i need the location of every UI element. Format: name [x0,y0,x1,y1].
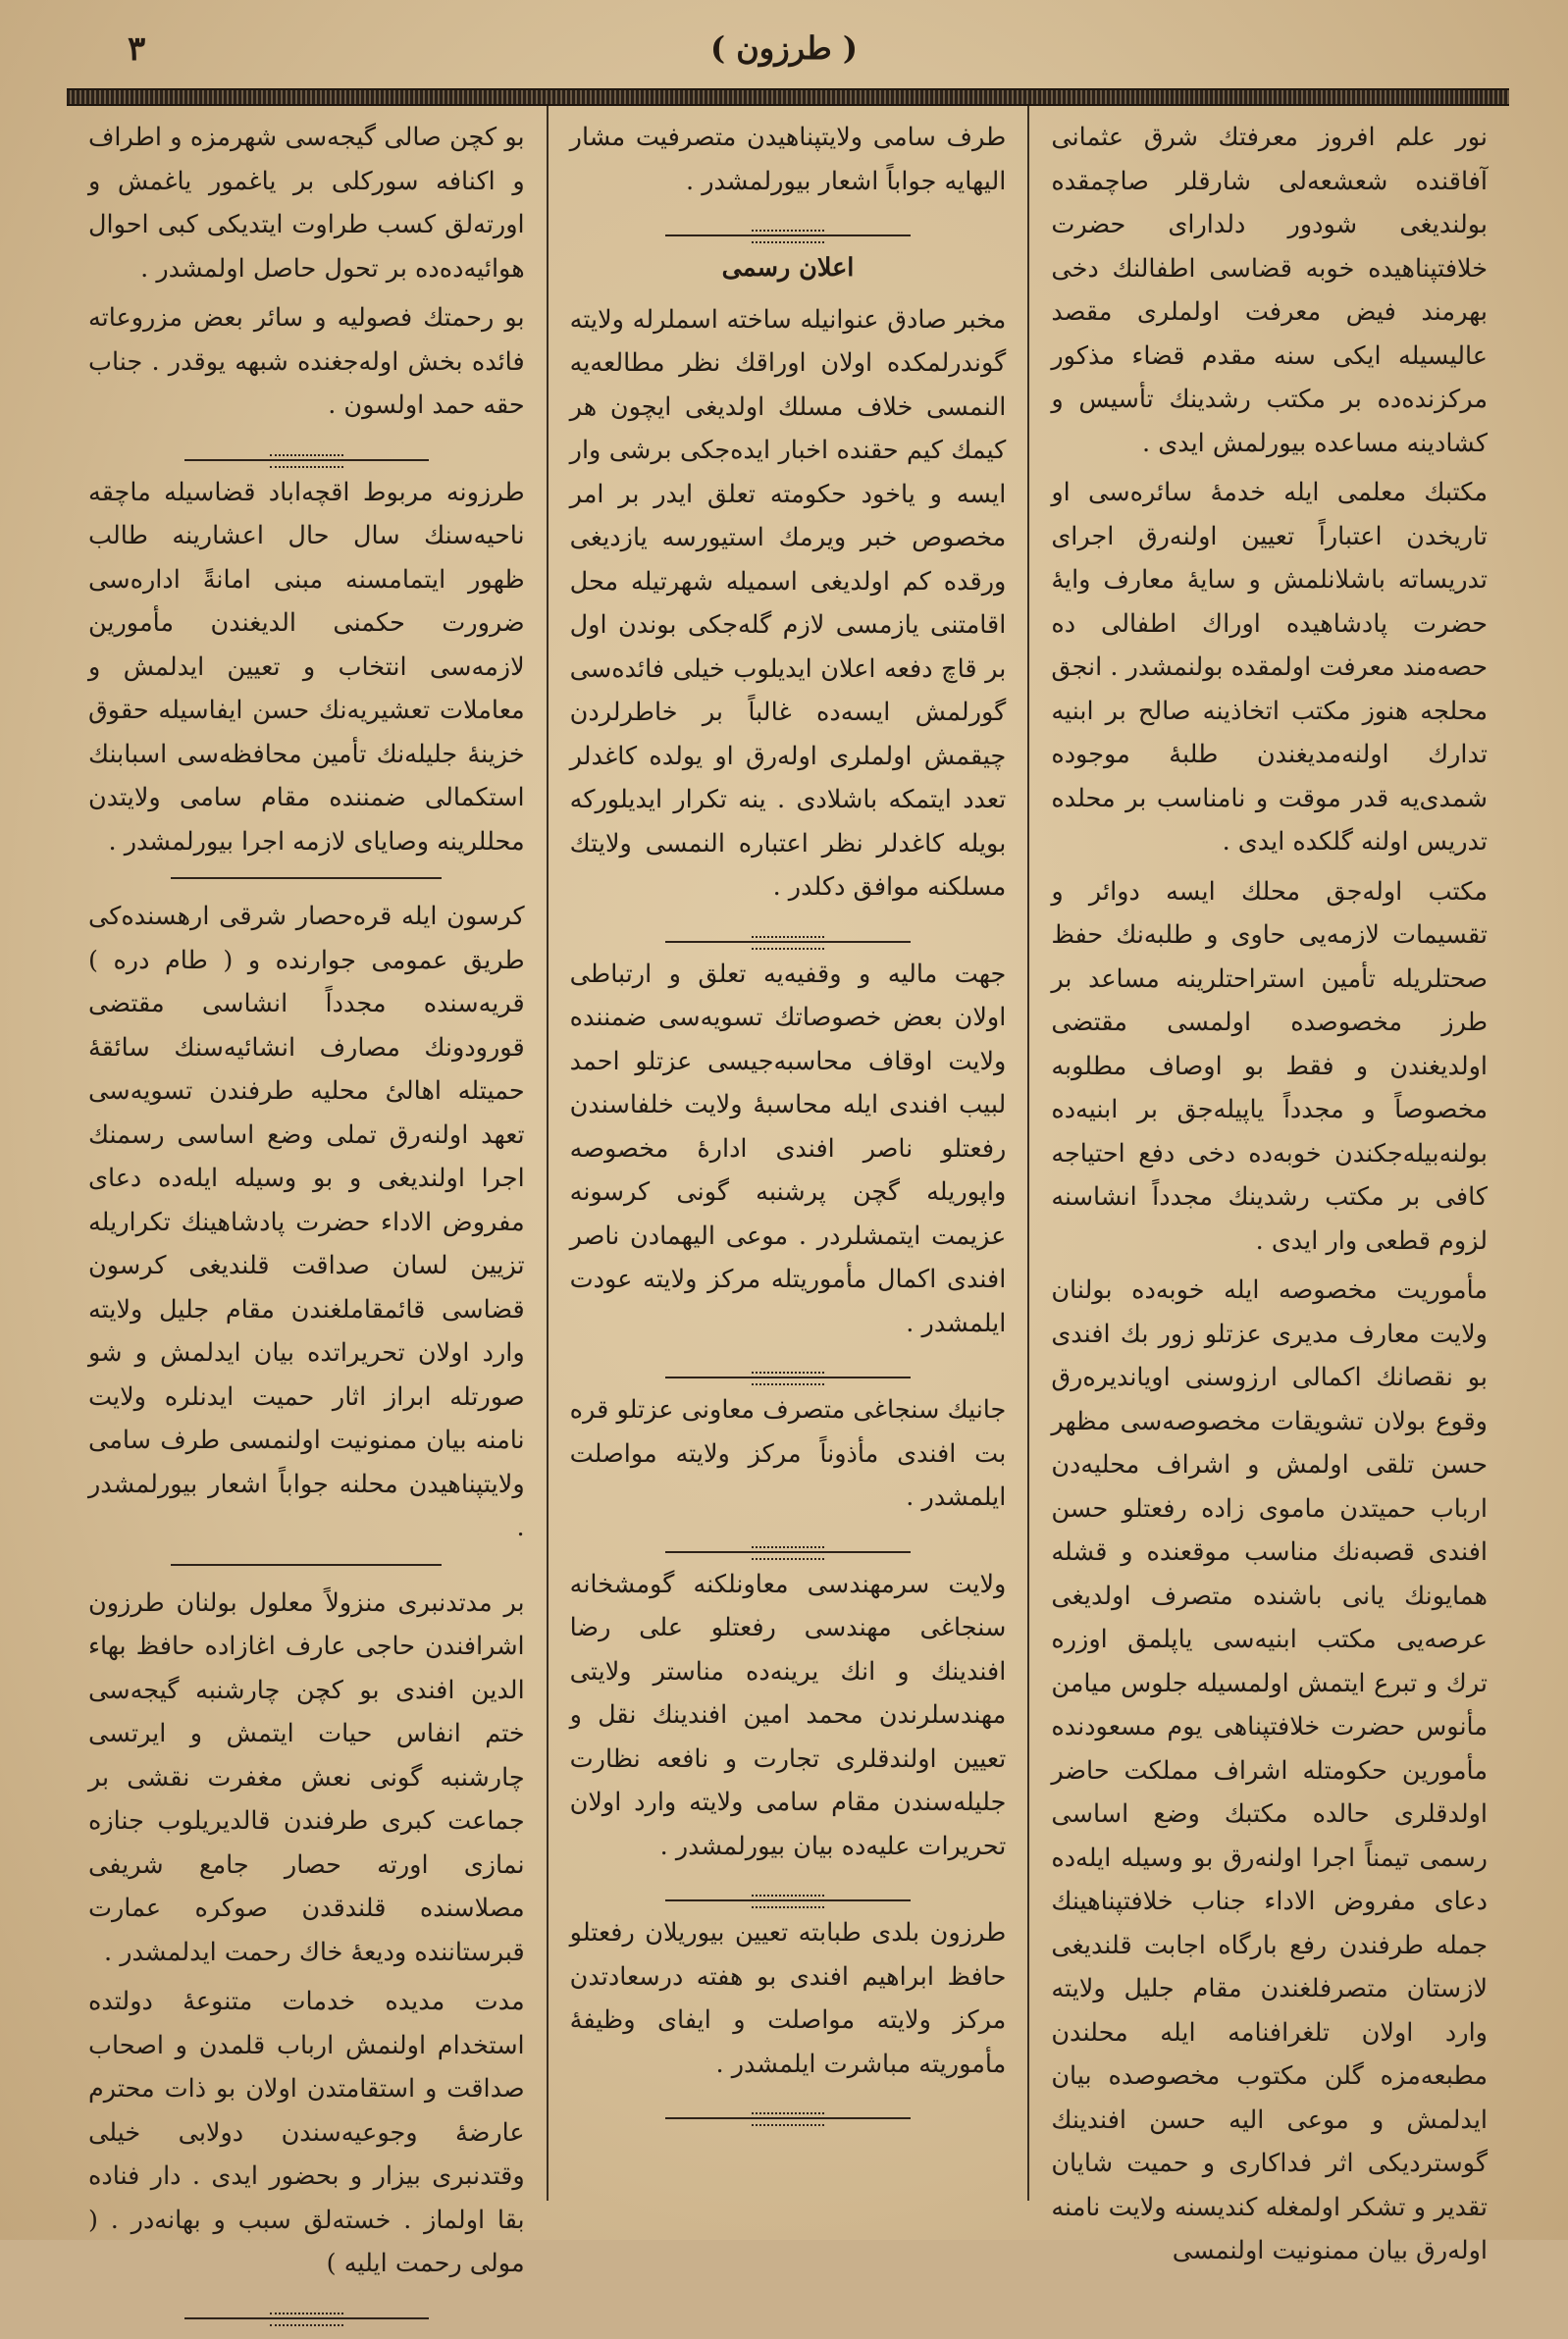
article-paragraph: مدت مدیده خدمات متنوعهٔ دولتده استخدام اولنمش ارباب قلمدن و اصحاب صداقت و استقامتدن اولان بو ذات محترم عارضهٔ وجوعیه‌سندن دولابی خیلی وقتدنبری بیزار و بحضور ایدی . دار فناده بقا اولماز . خسته‌لق سبب و بهانه‌در . ( مولی رحمت ایلیه ) [87,1987,525,2278]
section-ornament [570,1878,1007,1899]
article-paragraph: مأموریت مخصوصه ایله خوبه‌ده بولنان ولایت معارف مدیری عزتلو زور بك افندی بو نقصانك اکمالی ارزوسنی اویاندیره‌رق وقوع بولان تشویقات مخصوصه‌سی مظهر حسن تلقی اولمش و اشراف محلیه‌دن ارباب حمیتدن ماموی زاده رفعتلو حسن افندی قصبه‌نك مناسب موقعنده و قشله همایونك یانی باشنده متصرف اولدیغی عرصه‌یی مکتب ابنیه‌سی یاپلمق اوزره ترك و تبرع ایتمش اولمسیله جلوس میامن مأنوس حضرت خلافتپناهی یوم مسعودنده مأمورین حکومتله اشراف مملکت حاضر اولدقلری حالده مکتبك وضع اساسی رسمی تیمناً اجرا اولنه‌رق بو وسیله ایله‌ده دعای مفروض الاداء جناب خلافتپناهینك جمله طرفندن رفع بارگاه اجابت قلندیغی لازستان متصرفلغندن مقام جلیل ولایته وارد اولان تلغرافنامه ایله محلندن مطبعه‌مزه گلن مکتوب مخصوصده بیان ایدلمش و موعی الیه حسن افندینك گوستردیکی اثر فداکاری و حمیت شایان تقدیر و تشکر اولمغله کندیسنه ولایت نامنه اوله‌رق بیان ممنونیت اولنمسی [1051,1275,1488,2265]
column-right [1029,106,1509,2265]
section-ornament [570,919,1007,941]
article-paragraph: طرف سامی ولایتپناهیدن متصرفیت مشار الیهایه جواباً اشعار بیورلمشدر . [569,123,1007,196]
masthead-title: ( طرزون ) [709,29,859,67]
column-middle [547,106,1030,2201]
columns [67,106,1509,2278]
article-paragraph: نور علم افروز معرفتك شرق عثمانی آفاقنده شعشعه‌لی شارقلر صاچمقده بولندیغی شودور دلدارای حضرت خلافتپناهیده خوبه قضاسی اطفالنك دخی بهرمند فیض معرفت اولملری مقصد عالیسیله ایکی سنه مقدم قضاء مذکور مرکزنده‌ده بر مکتب رشدینك تأسیس و کشادینه مساعده بیورلمش ایدی . [1051,123,1488,458]
article-paragraph: طرزون بلدی طبابته تعیین بیوریلان رفعتلو حافظ ابراهیم افندی بو هفته درسعادتدن مرکز ولایته مواصلت و ایفای وظیفهٔ مأموریته مباشرت ایلمشدر . [569,1918,1007,2079]
header-rule [67,88,1509,106]
article-paragraph: کرسون ایله قره‌حصار شرقی ارهسنده‌کی طریق عمومی جوارنده و ( طام دره ) قریه‌سنده مجدداً انشاسی مقتضی قورودونك مصارف انشائیه‌سنك سائقهٔ حمیتله اهالیٔ محلیه طرفندن تسویه‌سی تعهد اولنه‌رق تملی وضع اساسی رسمنك اجرا اولندیغی و بو وسیله ایله‌ده دعای مفروض الاداء حضرت پادشاهینك تکراریله تزیین لسان صداقت قلندیغی کرسون قضاسی قائمقاملغندن مقام جلیل ولایته وارد اولان تحریراتده بیان ایدلمش و شو صورتله ابراز اثار حمیت ایدنلره ولایت نامنه بیان ممنونیت اولنمسی طرف سامی ولایتپناهیدن محلنه جواباً اشعار بیورلمشدر . [87,902,525,1542]
section-ornament [570,1530,1007,1551]
section-ornament [570,2096,1007,2117]
section-rule [171,877,442,879]
article-paragraph: طرزونه مربوط اقچه‌اباد قضاسیله ماچقه ناحیه‌سنك سال حال اعشارینه طالب ظهور ایتمامسنه مبنی امانةً اداره‌سی ضرورت حکمنی الدیغندن مأمورین لازمه‌سی انتخاب و تعیین ایدلمش و معاملات تعشیریه‌نك حسن ایفاسیله حقوق خزینهٔ جلیله‌نك تأمین محافظه‌سی اسبابنك استکمالی ضمننده مقام سامی ولایتدن محللرینه وصایای لازمه اجرا بیورلمشدر . [87,477,525,857]
section-rule [171,1564,442,1566]
article-paragraph: بو رحمتك فصولیه و سائر بعض مزروعاته فائده بخش اوله‌جغنده شبهه یوقدر . جناب حقه حمد اولسون . [87,303,525,420]
article-heading: اعلان رسمی [721,253,855,283]
article-paragraph: بو کچن صالی گیجه‌سی شهرمزه و اطراف و اکنافه سورکلی بر یاغمور یاغمش و اورته‌لق کسب طراوت ایتدیکی کبی احوال هوائیه‌ده‌ده بر تحول حاصل اولمشدر . [87,123,525,284]
article-paragraph: جهت مالیه و وقفیه‌یه تعلق و ارتباطی اولان بعض خصوصاتك تسویه‌سی ضمننده ولایت اوقاف محاسبه‌جیسی عزتلو احمد لبیب افندی ایله محاسبهٔ ولایت خلفاسندن رفعتلو ناصر افندی ادارهٔ مخصوصه واپوریله گچن پرشنبه گونی کرسونه عزیمت ایتمشلردر . موعی الیهمادن ناصر افندی اکمال مأموریتله مرکز ولایته عودت ایلمشدر . [569,959,1007,1338]
section-ornament [570,1355,1007,1377]
article-paragraph: مکتبك معلمی ایله خدمهٔ سائره‌سی او تاریخدن اعتباراً تعیین اولنه‌رق اجرای تدریساته باشلانلمش و سایهٔ معارف وایهٔ حضرت پادشاهیده اوراك اطفالی ده حصه‌مند معرفت اولمقده بولنمشدر . انجق محلجه هنوز مکتب اتخاذینه صالح بر ابنیه تدارك اولنه‌مدیغندن طلبهٔ موجوده شمدی‌یه قدر موقت و نامناسب بر محلده تدریس اولنه گلکده ایدی . [1051,478,1488,857]
page-header [59,29,1509,78]
article-paragraph: مخبر صادق عنوانیله ساخته اسملرله ولایته گوندرلمکده اولان اوراقك نظر مطالعه‌یه النمسی خلاف مسلك اولدیغی ایچون هر کیمك کیم حقنده اخبار ایده‌جکی برشی وار ایسه و یاخود حکومته تعلق ایدر بر امر مخصوص خبر ویرمك استیورسه یازدیغی ورقده کم اولدیغی اسمیله شهرتیله محل اقامتنی یازمسی لازم گله‌جکی بوندن اول بر قاچ دفعه اعلان ایدیلوب خیلی فائده‌سی گورلمش ایسه‌ده غالباً بر خاطرلردن چیقمش اولملری اوله‌رق او یولده کاغدلر تعدد ایتمکه باشلادی . ینه تکرار ایدیلورکه بویله کاغدلر نظر اعتباره النمسی ولایتك مسلکنه موافق دکلدر . [569,304,1007,902]
column-left [67,106,547,2278]
page-number: ٣ [128,29,146,69]
article-paragraph: مکتب اوله‌جق محلك ایسه دوائر و تقسیمات لازمه‌یی حاوی و طلبه‌نك حفظ صحتلریله تأمین استراحتلرینه مساعد بر طرز مخصوصده اولمسی مقتضی اولدیغندن و فقط بو اوصاف مطلوبه مخصوصاً و مجدداً یاپیله‌جق بر ابنیه‌ده بولنه‌بیله‌جکندن خوبه‌ده دخی دفع احتیاجه کافی بر مکتب رشدینك مجدداً انشاسنه لزوم قطعی وار ایدی . [1051,876,1488,1256]
article-paragraph: ولایت سرمهندسی معاونلکنه گومشخانه سنجاغی مهندسی رفعتلو علی رضا افندینك و انك یرینه‌ده مناستر ولایتی مهندسلرندن محمد امین افندینك نقل و تعیین اولندقلری تجارت و نافعه نظارت جلیله‌سندن مقام سامی ولایته وارد اولان تحریرات علیه‌ده بیان بیورلمشدر . [569,1569,1007,1861]
section-ornament [88,2296,525,2317]
article-paragraph: جانیك سنجاغی متصرف معاونی عزتلو قره بت افندی مأذوناً مرکز ولایته مواصلت ایلمشدر . [569,1395,1007,1512]
article-paragraph: بر مدتدنبری منزولاً معلول بولنان طرزون اشرافندن حاجی عارف اغازاده حافظ بهاء الدین افندی بو کچن چارشنبه گیجه‌سی ختم انفاس حیات ایتمش و ایرتسی چارشنبه گونی نعش مغفرت نقشی بر جماعت کبری طرفندن قالدیریلوب جنازه نمازی اورته حصار جامع شریفی مصلاسنده قلندقدن صوکره عمارت قبرستاننده ودیعهٔ خاك رحمت ایدلمشدر . [87,1587,525,1967]
section-ornament [88,438,525,459]
section-ornament [570,213,1007,234]
